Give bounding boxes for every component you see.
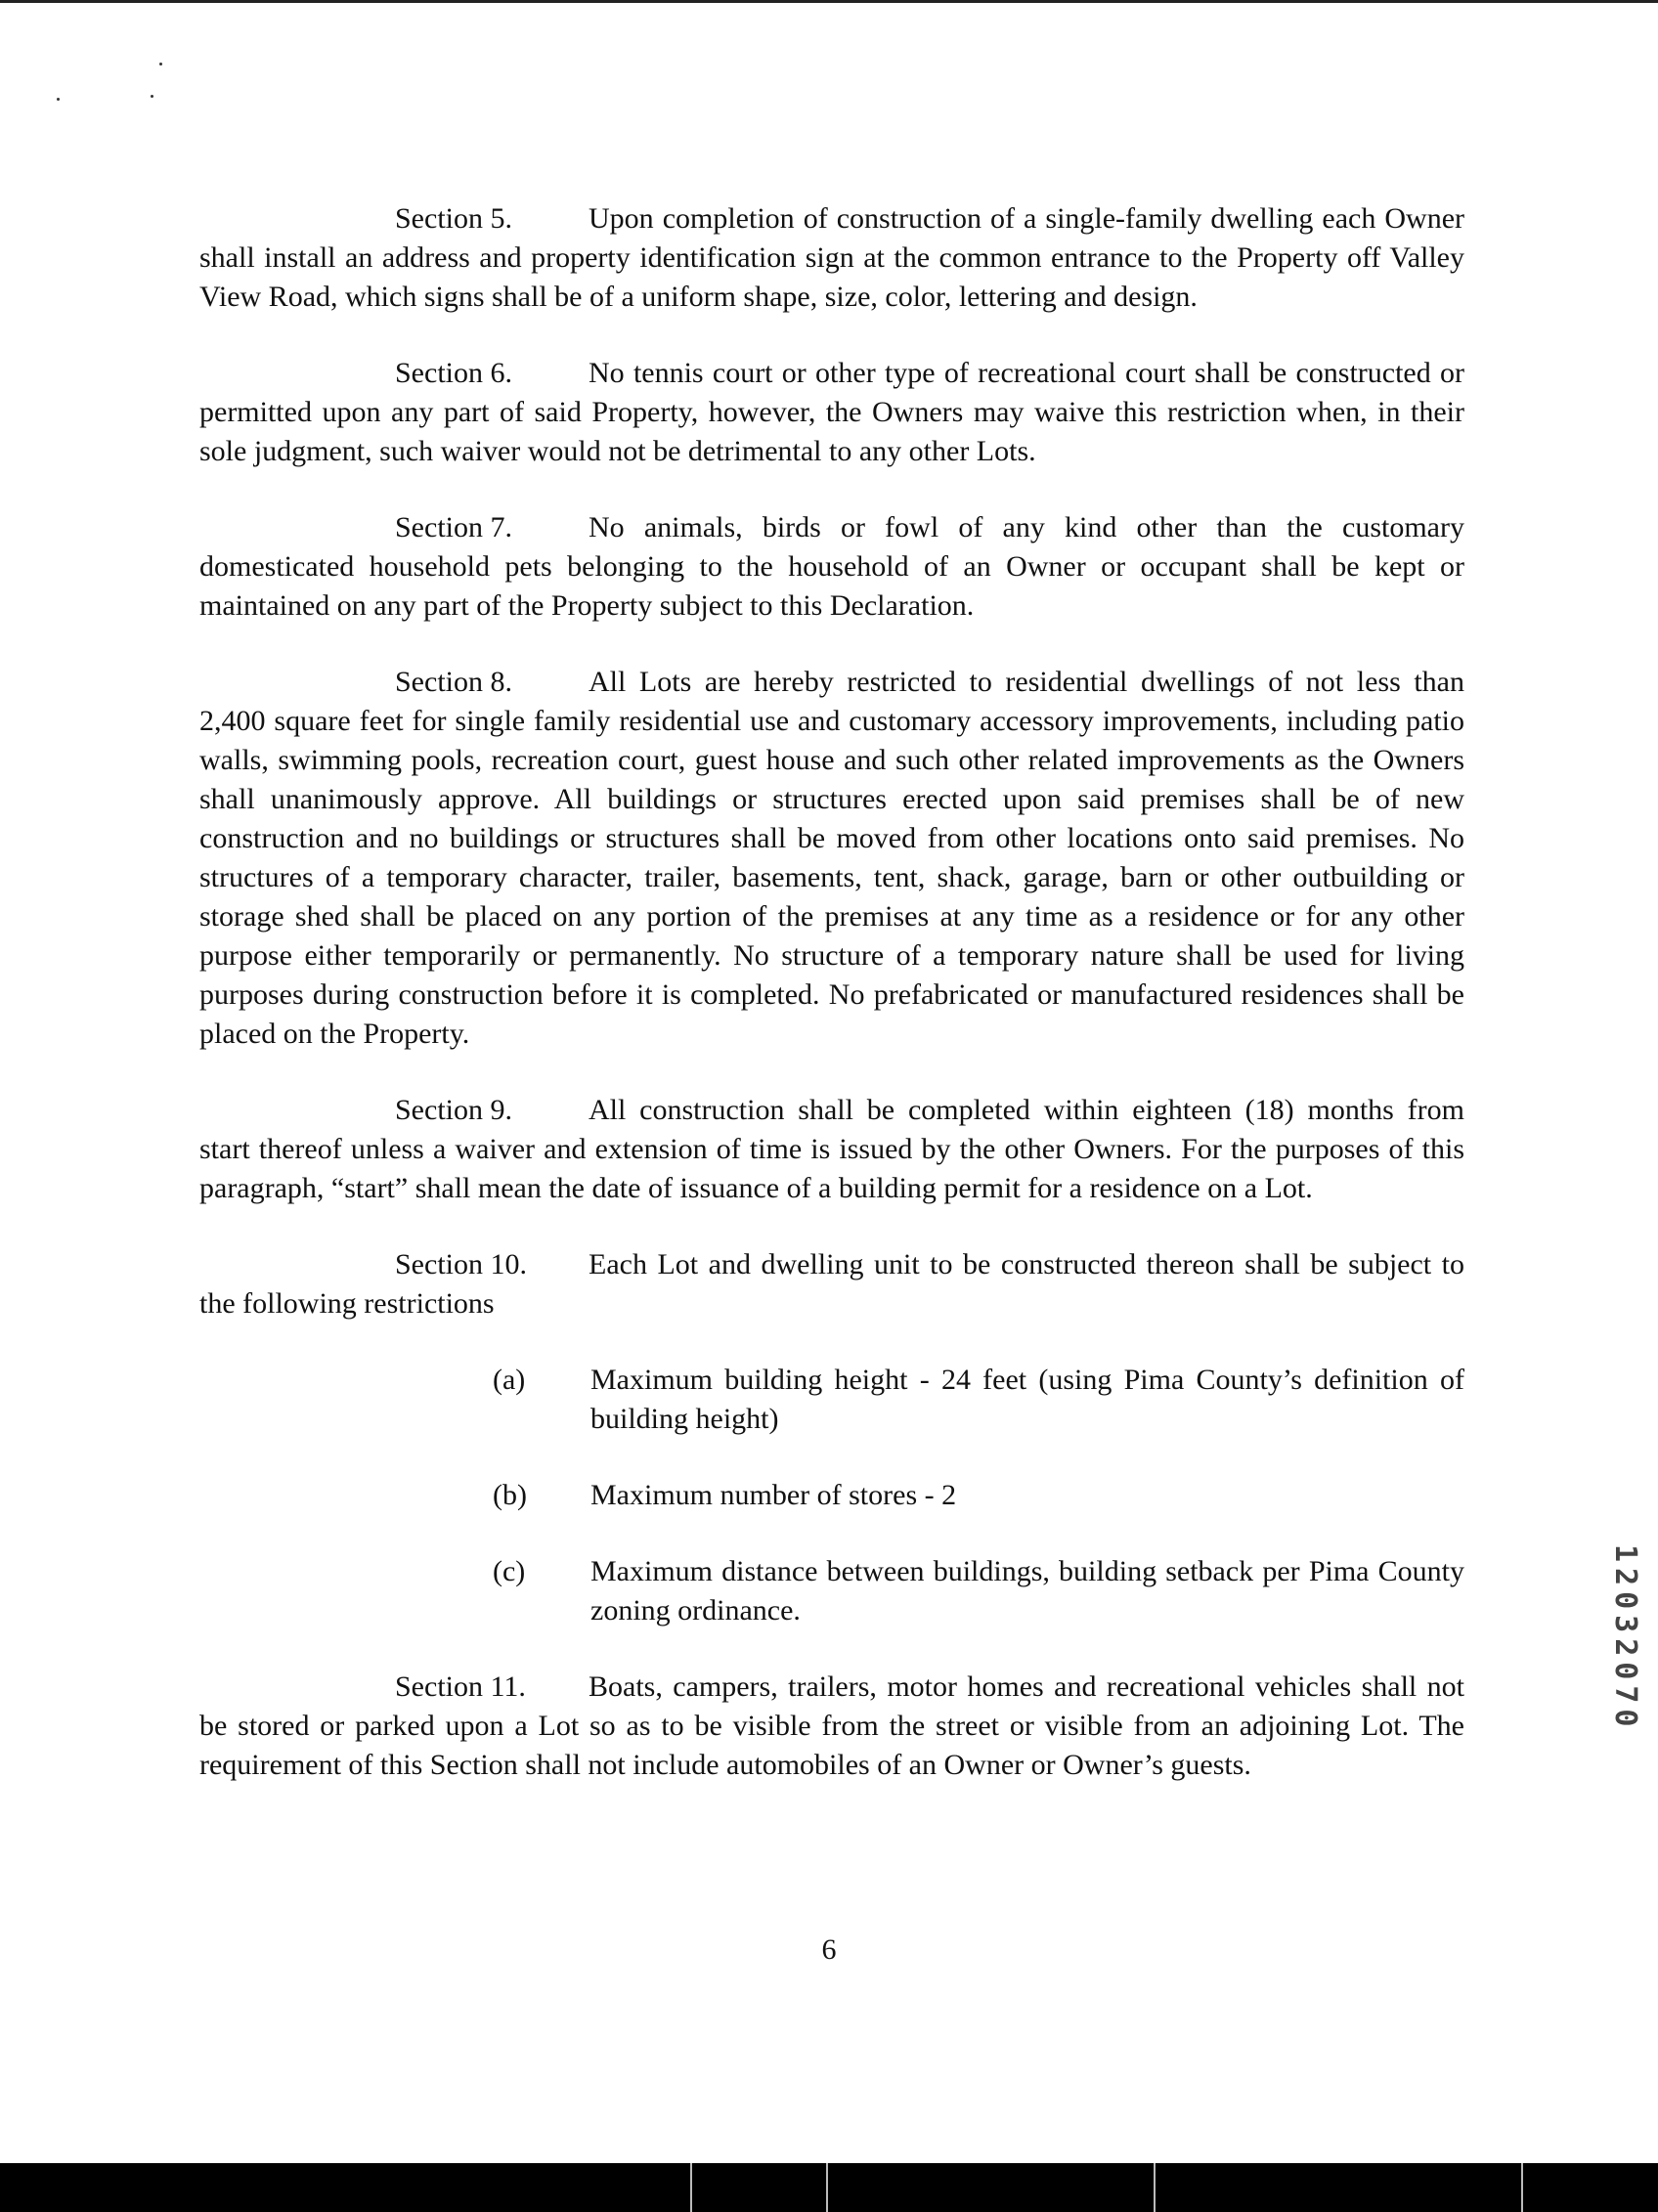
document-body xyxy=(199,199,1464,1822)
restriction-label: (b) xyxy=(493,1479,527,1511)
restriction-text: Maximum distance between buildings, building setback per Pima County zoning ordinance. xyxy=(590,1555,1464,1626)
restriction-item-b xyxy=(199,1476,1464,1515)
section-11 xyxy=(199,1668,1464,1785)
section-7 xyxy=(199,508,1464,626)
scan-bar-tick xyxy=(690,2163,692,2212)
section-6 xyxy=(199,354,1464,471)
section-text: Each Lot and dwelling unit to be constructed thereon shall be subject to the following restrictions xyxy=(199,1248,1464,1320)
restriction-text: Maximum building height - 24 feet (using Pima County’s definition of building height) xyxy=(590,1364,1464,1435)
restriction-item-a xyxy=(199,1361,1464,1439)
scan-speck xyxy=(57,98,60,101)
section-heading: Section 10. xyxy=(395,1248,527,1280)
section-text: No animals, birds or fowl of any kind other than the customary domesticated household pets belonging to the household of an Owner or occupant shall be kept or maintained on any part of the Property subject to this Declaration. xyxy=(199,511,1464,622)
restriction-label: (c) xyxy=(493,1555,526,1587)
section-heading: Section 8. xyxy=(395,666,512,698)
section-10 xyxy=(199,1245,1464,1323)
section-heading: Section 9. xyxy=(395,1094,512,1126)
scan-top-rule xyxy=(0,0,1658,3)
scan-bar-tick xyxy=(826,2163,828,2212)
section-heading: Section 11. xyxy=(395,1670,526,1703)
section-heading: Section 5. xyxy=(395,202,512,235)
section-5 xyxy=(199,199,1464,317)
section-text: All construction shall be completed within eighteen (18) months from start thereof unless a waiver and extension of time is issued by the other Owners. For the purposes of this paragraph, “start” shall mean the date of issuance of a building permit for a residence on a Lot. xyxy=(199,1094,1464,1204)
restriction-label: (a) xyxy=(493,1364,526,1396)
scan-bottom-bar xyxy=(0,2163,1658,2212)
scan-speck xyxy=(151,95,153,98)
section-8 xyxy=(199,663,1464,1054)
restriction-item-c xyxy=(199,1552,1464,1630)
section-text: Upon completion of construction of a single-family dwelling each Owner shall install an address and property identification sign at the common entrance to the Property off Valley View Road, which signs shall be of a uniform shape, size, color, lettering and design. xyxy=(199,202,1464,313)
section-text: Boats, campers, trailers, motor homes and recreational vehicles shall not be stored or parked upon a Lot so as to be visible from the street or visible from an adjoining Lot. The requirement of this Section shall not include automobiles of an Owner or Owner’s guests. xyxy=(199,1670,1464,1781)
page-number: 6 xyxy=(821,1933,837,1966)
section-heading: Section 6. xyxy=(395,357,512,389)
scan-bar-tick xyxy=(1154,2163,1156,2212)
scan-bar-tick xyxy=(1521,2163,1523,2212)
restrictions-list xyxy=(199,1361,1464,1630)
section-text: All Lots are hereby restricted to residential dwellings of not less than 2,400 square feet for single family residential use and customary accessory improvements, including patio walls, swimming pools, recreation court, guest house and such other related improvements as the Owners shall unanimously approve. All buildings or structures erected upon said premises shall be of new construction and no buildings or structures shall be moved from other locations onto said premises. No structures of a temporary character, trailer, basements, tent, shack, garage, barn or other outbuilding or storage shed shall be placed on any portion of the premises at any time as a residence or for any other purpose either temporarily or permanently. No structure of a temporary nature shall be used for living purposes during construction before it is completed. No prefabricated or manufactured residences shall be placed on the Property. xyxy=(199,666,1464,1050)
section-text: No tennis court or other type of recreational court shall be constructed or permitted upon any part of said Property, however, the Owners may waive this restriction when, in their sole judgment, such waiver would not be detrimental to any other Lots. xyxy=(199,357,1464,467)
section-heading: Section 7. xyxy=(395,511,512,543)
restriction-text: Maximum number of stores - 2 xyxy=(590,1479,957,1511)
recording-stamp: 12032070 xyxy=(1608,1544,1642,1733)
section-9 xyxy=(199,1091,1464,1208)
scan-speck xyxy=(159,63,162,65)
